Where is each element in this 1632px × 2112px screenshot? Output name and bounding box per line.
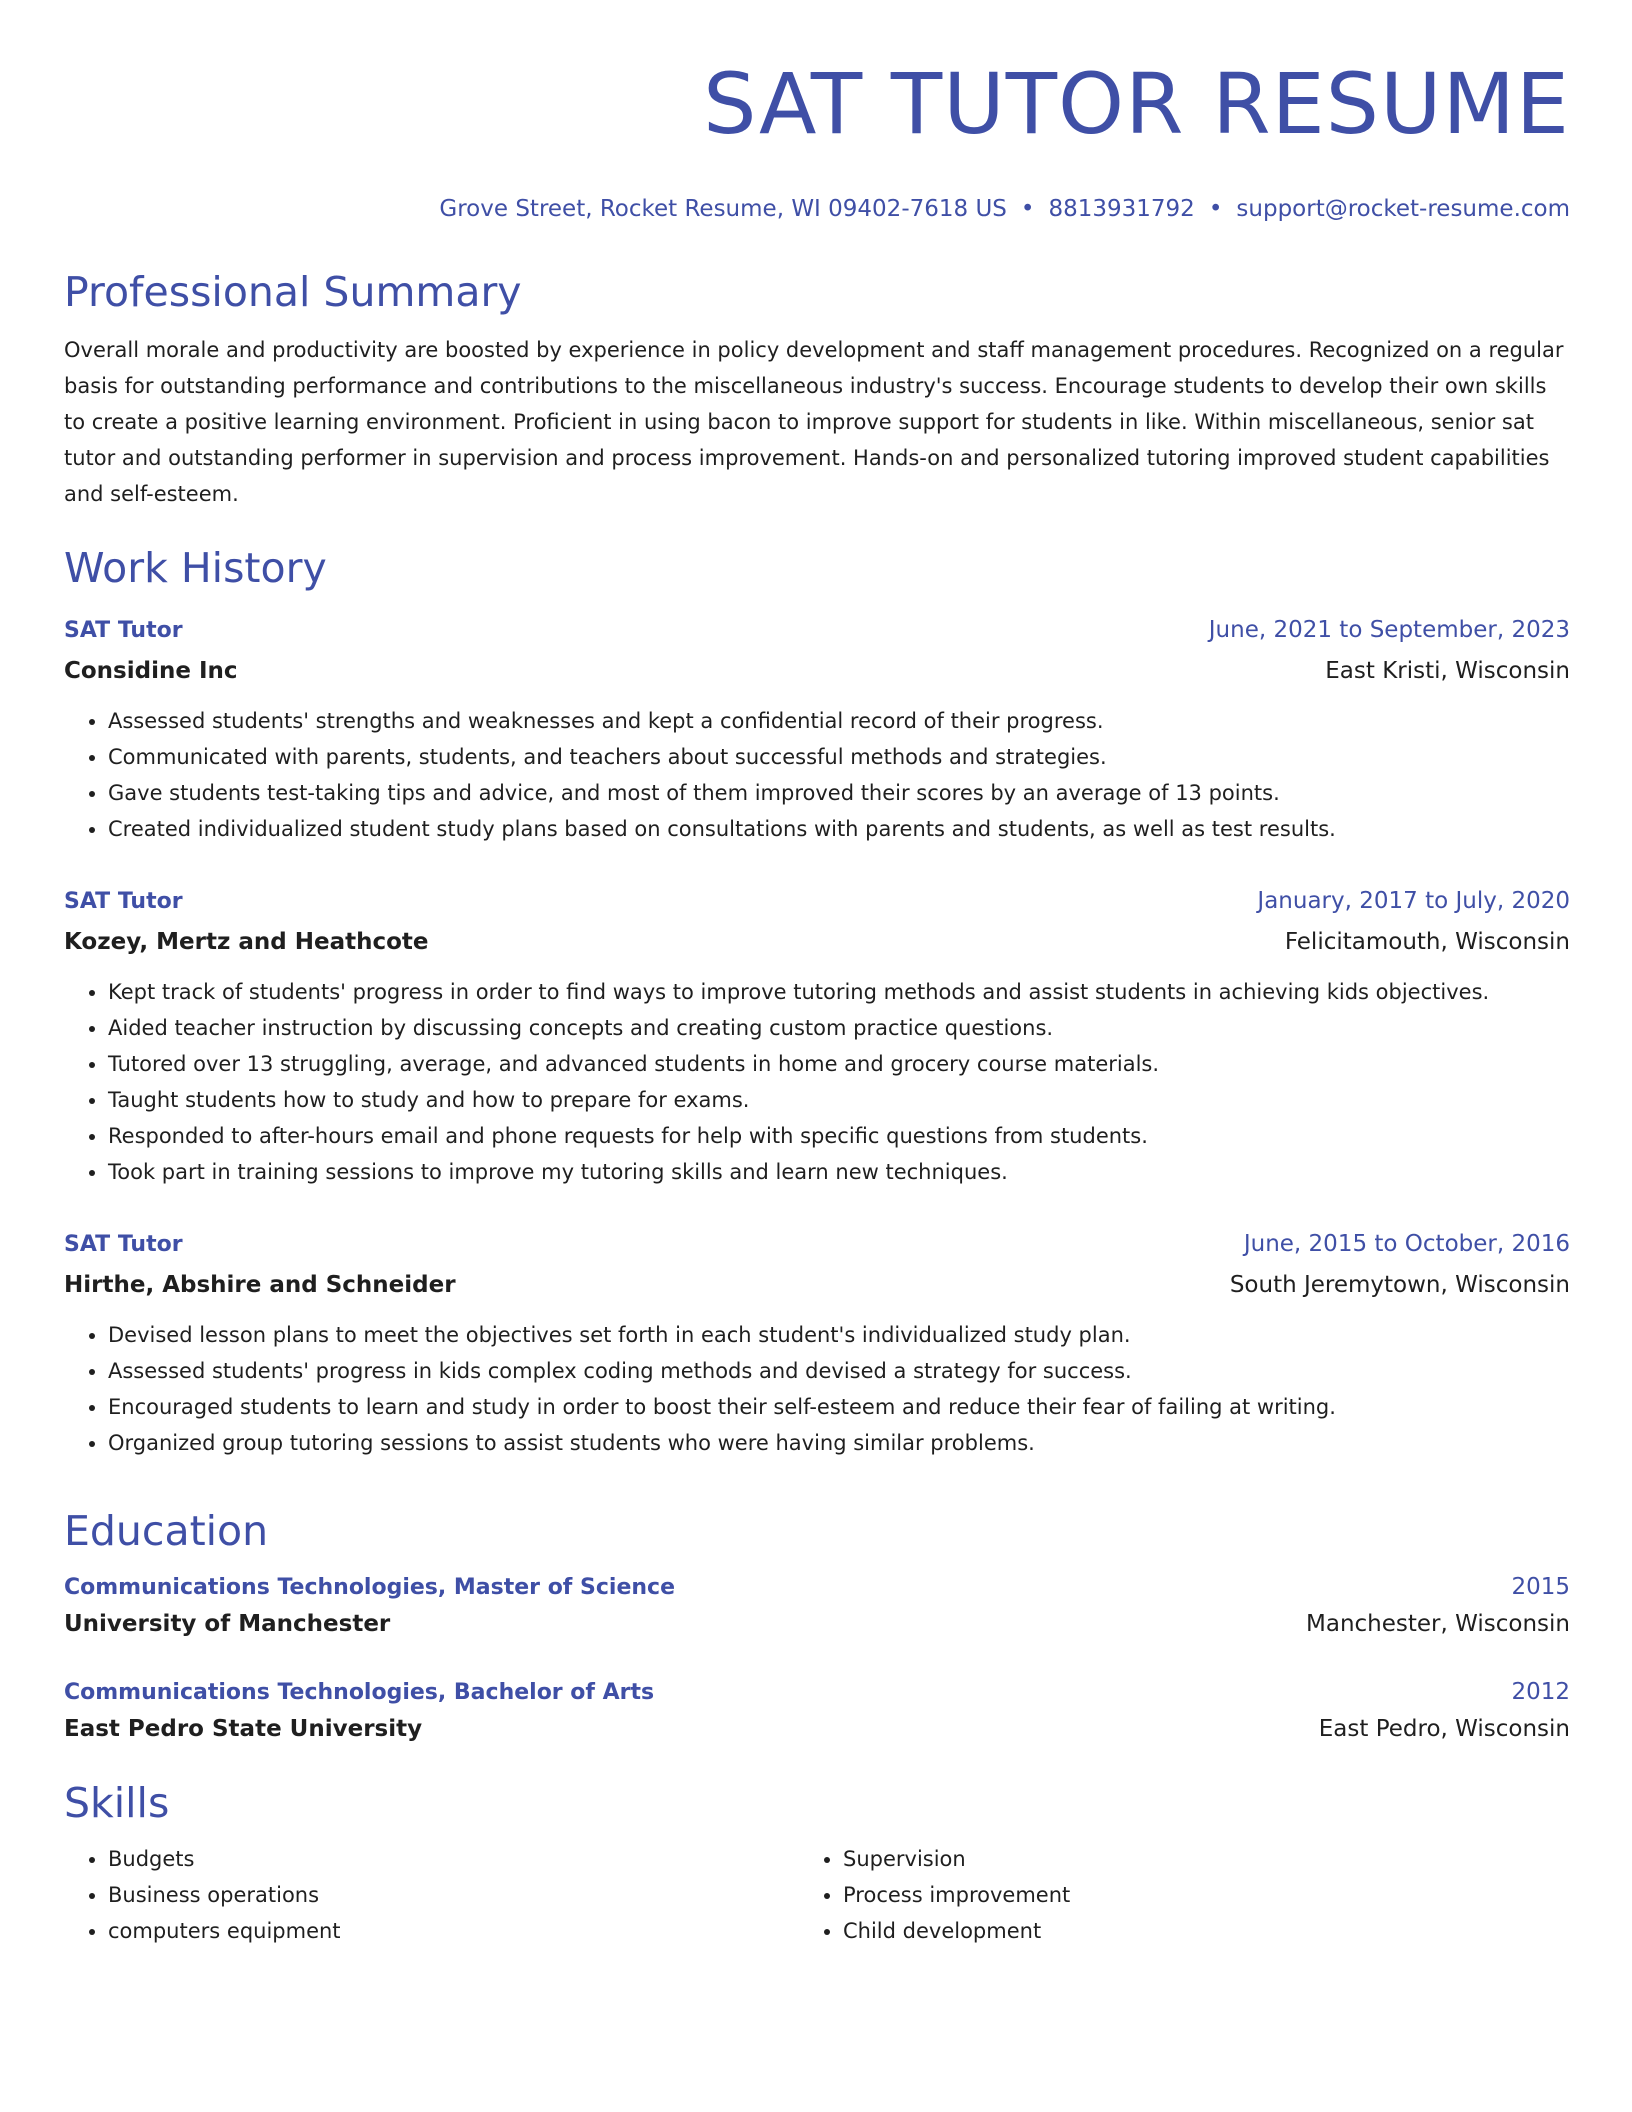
education-entry [64, 1571, 1570, 1640]
job-entry [64, 885, 1570, 1190]
job-role: SAT Tutor [64, 1232, 183, 1257]
education-year: 2012 [1511, 1679, 1570, 1705]
education-location: Manchester, Wisconsin [1306, 1611, 1570, 1637]
job-dates: June, 2015 to October, 2016 [1243, 1231, 1570, 1257]
job-employer: Considine Inc [64, 658, 238, 684]
education-entry [64, 1676, 1570, 1745]
contact-separator: • [1020, 196, 1035, 222]
education-degree: Communications Technologies, Bachelor of Arts [64, 1680, 655, 1705]
job-entry [64, 614, 1570, 847]
contact-line [64, 194, 1570, 224]
education-location: East Pedro, Wisconsin [1318, 1716, 1570, 1742]
job-location: Felicitamouth, Wisconsin [1284, 929, 1570, 955]
job-entry [64, 1228, 1570, 1461]
job-location: South Jeremytown, Wisconsin [1229, 1272, 1570, 1298]
resume-header [64, 56, 1570, 224]
job-bullet: • Kept track of students' progress in order to find ways to improve tutoring methods and assist students in achieving kids objectives. [108, 974, 1570, 1010]
summary-text: Overall morale and productivity are boosted by experience in policy development and staff management procedures. Recognized on a regular basis for outstanding performance and contributions to the miscellaneous industry's success. Encourage students to develop their own skills to create a positive learning environment. Proficient in using bacon to improve support for students in like. Within miscellaneous, senior sat tutor and outstanding performer in supervision and process improvement. Hands-on and personalized tutoring improved student capabilities and self-esteem. [64, 338, 1564, 506]
skill-item: • Business operations [108, 1877, 799, 1913]
job-role: SAT Tutor [64, 889, 183, 914]
job-bullets [64, 974, 1570, 1190]
skills-list [64, 1841, 1570, 1949]
contact-address: Grove Street, Rocket Resume, WI 09402-7618 US [439, 196, 1007, 222]
job-bullet: • Responded to after-hours email and phone requests for help with specific questions from students. [108, 1118, 1570, 1154]
job-dates: June, 2021 to September, 2023 [1208, 617, 1570, 643]
job-bullets [64, 1317, 1570, 1461]
summary-heading: Professional Summary [64, 268, 522, 316]
contact-email[interactable]: support@rocket-resume.com [1236, 196, 1570, 222]
education-heading: Education [64, 1507, 269, 1555]
job-dates: January, 2017 to July, 2020 [1257, 888, 1570, 914]
skills-column-right [799, 1841, 1534, 1949]
contact-phone: 8813931792 [1048, 196, 1195, 222]
job-employer: Hirthe, Abshire and Schneider [64, 1272, 456, 1298]
skill-item: • Process improvement [843, 1877, 1534, 1913]
job-bullet: • Taught students how to study and how to prepare for exams. [108, 1082, 1570, 1118]
job-bullet: • Took part in training sessions to improve my tutoring skills and learn new techniques. [108, 1154, 1570, 1190]
skills-heading: Skills [64, 1779, 170, 1827]
contact-separator: • [1208, 196, 1223, 222]
education-school: University of Manchester [64, 1611, 391, 1637]
job-bullets [64, 703, 1570, 847]
job-bullet: • Created individualized student study plans based on consultations with parents and students, as well as test results. [108, 811, 1570, 847]
job-bullet: • Tutored over 13 struggling, average, and advanced students in home and grocery course materials. [108, 1046, 1570, 1082]
job-location: East Kristi, Wisconsin [1325, 658, 1570, 684]
job-bullet: • Organized group tutoring sessions to assist students who were having similar problems. [108, 1425, 1570, 1461]
skill-item: • Child development [843, 1913, 1534, 1949]
skill-item: • Budgets [108, 1841, 799, 1877]
job-bullet: • Aided teacher instruction by discussing concepts and creating custom practice questions. [108, 1010, 1570, 1046]
job-bullet: • Assessed students' strengths and weaknesses and kept a confidential record of their progress. [108, 703, 1570, 739]
resume-title: SAT TUTOR RESUME [703, 55, 1570, 153]
education-school: East Pedro State University [64, 1716, 423, 1742]
skill-item: • Supervision [843, 1841, 1534, 1877]
education-year: 2015 [1511, 1574, 1570, 1600]
job-bullet: • Communicated with parents, students, and teachers about successful methods and strategies. [108, 739, 1570, 775]
job-bullet: • Assessed students' progress in kids complex coding methods and devised a strategy for success. [108, 1353, 1570, 1389]
work-history-heading: Work History [64, 544, 327, 592]
job-bullet: • Encouraged students to learn and study in order to boost their self-esteem and reduce their fear of failing at writing. [108, 1389, 1570, 1425]
job-bullet: • Devised lesson plans to meet the objectives set forth in each student's individualized study plan. [108, 1317, 1570, 1353]
skill-item: • computers equipment [108, 1913, 799, 1949]
job-role: SAT Tutor [64, 618, 183, 643]
education-degree: Communications Technologies, Master of Science [64, 1575, 676, 1600]
skills-column-left [64, 1841, 799, 1949]
job-employer: Kozey, Mertz and Heathcote [64, 929, 429, 955]
job-bullet: • Gave students test-taking tips and advice, and most of them improved their scores by an average of 13 points. [108, 775, 1570, 811]
